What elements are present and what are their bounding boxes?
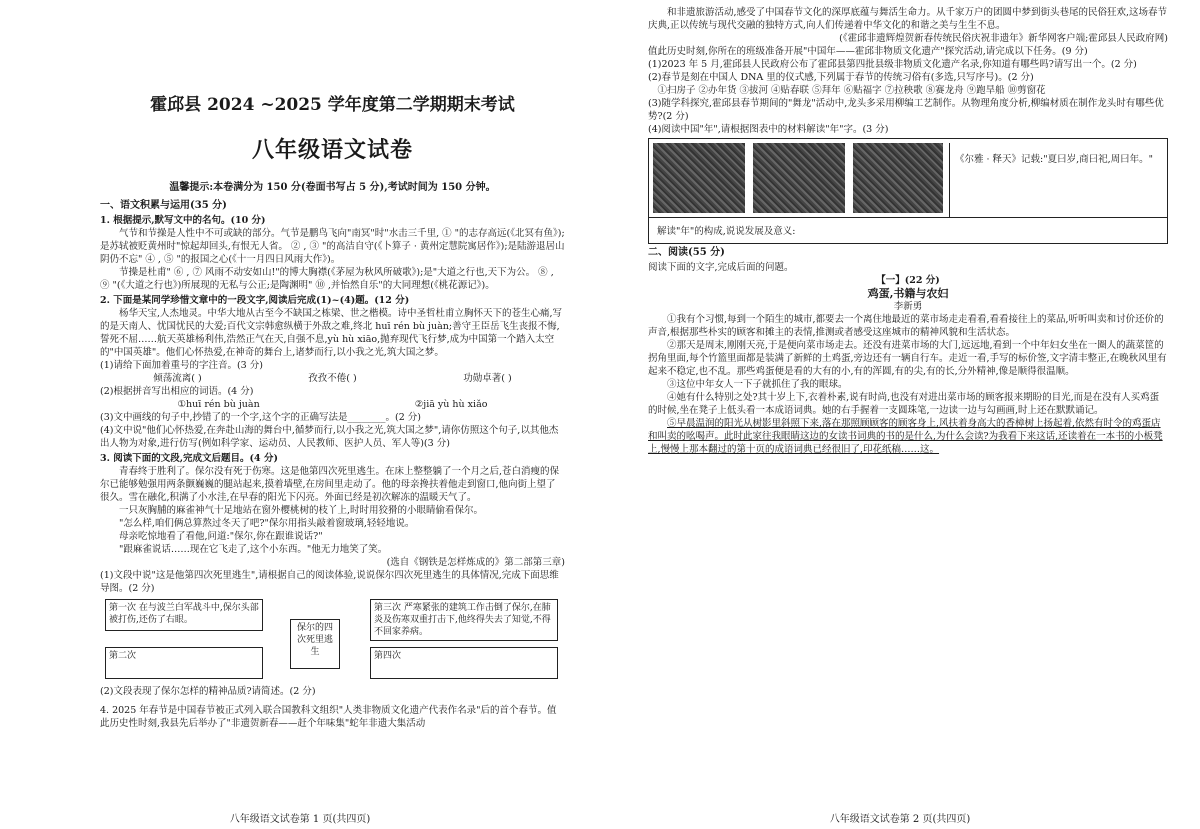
story-paragraph-5: ⑤早晨温润的阳光从树影里斜照下来,落在那照顾顾客的顾客身上,风扶着身高大的香樟树上扬起着,依然有时令的鸡蛋店和叫卖的吆喝声。此时此家往我眼睛这边的女读书词典的书的是什么,为什么会读?为我看下来这话,还读着在一本书的小板凳上,慢慢上那本翻过的第十页的成语词典已经很旧了,印花纸稿……这。 [648,418,1163,455]
question-2-2-items [100,398,565,411]
question-3-passage-5: "跟麻雀说话……现在它飞走了,这个小东西。"他无力地笑了笑。 [119,544,388,555]
section-1-heading: 一、语文积累与运用(35 分) [100,200,227,211]
question-3: 3. 阅读下面的文段,完成文后题目。(4 分) [100,453,278,464]
mind-map-fourth [370,647,558,679]
story-paragraph-3: ③这位中年女人一下子就抓住了我的眼球。 [667,379,848,390]
mind-map-second [105,647,263,679]
mind-map-second-label: 第二次 [109,651,137,661]
page-1-footer: 八年级语文试卷第 1 页(共四页) [229,814,371,825]
oracle-nian-image [653,143,745,213]
part-1-heading: 【一】(22 分) [876,275,940,286]
question-3-passage-3: "怎么样,咱们俩总算熬过冬天了吧?"保尔用指头敲着窗玻璃,轻轻地说。 [119,518,415,529]
section-2-intro: 阅读下面的文字,完成后面的问题。 [648,262,794,273]
pinyin-item: 功勋卓著( ) [463,373,512,384]
question-1: 1. 根据提示,默写文中的名句。(10 分) [100,215,266,226]
pinyin-item: 倾荡流离( ) [153,373,202,384]
question-2-3: (3)文中画线的句子中,抄错了的一个字,这个字的正确写法是________。(2 分) [100,412,421,423]
shuowen-quote: 《尔雅 · 释天》记载:"夏曰岁,商曰祀,周曰年。" [955,154,1154,165]
question-3-passage-1: 青春终于胜利了。保尔没有死于伤寒。这是他第四次死里逃生。在床上整整躺了一个月之后,苍白消瘦的保尔已能够勉强用两条颤巍巍的腿站起来,摸着墙壁,在房间里走动了。他的母亲搀扶着他走到窗口,他向街上望了很久。雪在融化,积满了小水洼,在早春的阳光下闪亮。外面已经是初次解冻的温暖天气了。 [100,466,560,503]
mind-map [100,597,565,683]
question-2-2: (2)根据拼音写出相应的词语。(4 分) [100,386,254,397]
page-2-footer: 八年级语文试卷第 2 页(共四页) [829,814,971,825]
nian-figure [648,138,1168,244]
story-author: 李新勇 [893,301,923,312]
question-4-4: (4)阅读中国"年",请根据图表中的材料解读"年"字。(3 分) [648,124,889,135]
question-4-source: (《霍邱非遗辉煌贺新春传统民俗庆祝非遗年》新华网客户端;霍邱县人民政府网) [839,33,1168,44]
section-2-heading: 二、阅读(55 分) [648,247,725,258]
question-3-source: (选自《钢铁是怎样炼成的》第二部第三章) [386,557,565,568]
question-2-passage: 杨华天宝,人杰地灵。中华大地从古至今不缺国之栋梁、世之楷模。诗中圣哲杜甫立胸怀天下的苍生心痛,写的是天南人、忧国忧民的大爱;百代文宗韩愈纵横于外敌之难,终北 huī rén bù juàn;善守王臣岳飞生丧报不悔,誓死不屈……航天英雄杨利伟,浩然正气在天,自强不息,yù hù xiāo,抛弃现代飞行梦,成为中国第一个踏入太空的"中国英雄"。他们心怀热爱,在神奇的舞台上,诸梦而行,以小我之光,筑大国之梦。 [100,308,563,358]
mind-map-fourth-label: 第四次 [374,651,402,661]
bronze-nian-image [753,143,845,213]
seal-nian-image [853,143,943,213]
question-1-text-a: 气节和节操是人性中不可或缺的部分。气节是鹏鸟飞向"南冥"时"水击三千里, ① "的志存高远(《北冥有鱼》);是苏轼被贬黄州时"惊起却回头,有恨无人省。 ② , ③ "的高洁自守(《卜算子 · 黄州定慧院寓居作》);是陆游退居山阴仍不忘" ④ , ⑤ "的报国之心(《十一月四日风雨大作》)。 [100,228,565,265]
hint-text: 温馨提示:本卷满分为 150 分(卷面书写占 5 分),考试时间为 150 分钟。 [169,182,496,193]
page-1-content [100,0,565,730]
mind-map-center: 保尔的四次死里逃生 [290,619,340,669]
page-2 [600,0,1200,829]
story-paragraph-1: ①我有个习惯,每到一个陌生的城市,都要去一个离住地最近的菜市场走走看看,看看接往上的菜品,听听叫卖和讨价还价的声音,根据那些朴实的顾客和摊主的表情,推测或者感受这座城市的精神风貌和生活状态。 [648,314,1164,338]
question-4-3: (3)随学科探究,霍邱县春节期间的"舞龙"活动中,龙头多采用柳编工艺制作。从物理角度分析,柳编材质在制作龙头时有哪些优势?(2 分) [648,98,1164,122]
story-paragraph-4: ④她有什么特别之处?其十岁上下,衣着朴素,说有时尚,也没有对进出菜市场的顾客报来期盼的目光,而是在没有人买鸡蛋的时候,坐在凳子上低头看一本成语词典。她的右手握着一支圆珠笔,一边读一边与勾画画,时上还在默默诵记。 [648,392,1160,416]
paper-title: 八年级语文试卷 [251,137,413,163]
question-3-2: (2)文段表现了保尔怎样的精神品质?请简述。(2 分) [100,686,316,697]
story-paragraph-2: ②那天是周末,刚刚天亮,于是便向菜市场走去。还没有进菜市场的大门,远远地,看到一个中年妇女坐在一圈人的蔬菜筐的拐角里面,每个竹篮里面都是装满了新鲜的土鸡蛋,旁边还有一辆自行车。走近一看,手写的标价签,文字清丰整正,在晚秋风里有起来不稳定,也不乱。那些鸡蛋便是看的大有的小,有的浑圆,有的尖,有的长,分外精神,像是顺得很温顺。 [648,340,1167,377]
question-1-text-b: 节操是杜甫" ⑥ , ⑦ 风雨不动安如山!"的博大胸襟(《茅屋为秋风所破歌》);是"大道之行也,天下为公。 ⑧ , ⑨ "(《大道之行也》)所展现的无私与公正;是陶渊明" ⑩ ,并怡然自乐"的大同理想(《桃花源记》)。 [100,267,554,291]
page-2-content [648,6,1168,456]
pinyin-item: 孜孜不倦( ) [308,373,357,384]
question-2: 2. 下面是某同学珍惜文章中的一段文字,阅读后完成(1)~(4)题。(12 分) [100,295,410,306]
mind-map-first: 第一次 在与波兰白军战斗中,保尔头部被打伤,还伤了右眼。 [105,599,263,631]
word-item: ①huī rén bù juàn [177,399,260,410]
question-3-1: (1)文段中说"这是他第四次死里逃生",请根据自己的阅读体验,说说保尔四次死里逃生的具体情况,完成下面思维导图。(2 分) [100,570,559,594]
interpretation-prompt: 解读"年"的构成,说说发展及意义: [657,226,796,237]
mind-map-third: 第三次 严寒紧张的建筑工作击倒了保尔,在肺炎及伤寒双重打击下,他终得失去了知觉,不得不回家养病。 [370,599,558,641]
question-2-1-items [100,372,565,385]
question-4-intro: 值此历史时刻,你所在的班级准备开展"中国年——霍邱非物质文化遗产"探究活动,请完成以下任务。(9 分) [648,46,1088,57]
question-4-1: (1)2023 年 5 月,霍邱县人民政府公布了霍邱县第四批县级非物质文化遗产名录,你知道有哪些吗?请写出一个。(2 分) [648,59,1137,70]
question-3-passage-2: 一只灰胸脯的麻雀神气十足地站在窗外樱桃树的枝丫上,时时用狡猾的小眼睛偷看保尔。 [119,505,484,516]
exam-title: 霍邱县 2024 ~2025 学年度第二学期期末考试 [150,95,515,115]
question-4-2-options: ①扫房子 ②办年货 ③拔河 ④贴春联 ⑤拜年 ⑥贴福字 ⑦拉秧歌 ⑧赛龙舟 ⑨跑旱船 ⑩剪窗花 [657,85,1046,96]
question-3-passage-4: 母亲吃惊地看了看他,问道:"保尔,你在跟谁说话?" [119,531,323,542]
story-title: 鸡蛋,书籍与农妇 [867,287,949,300]
question-4-continued: 和非遗旅游活动,感受了中国春节文化的深厚底蕴与舞活生命力。从千家万户的团圆中梦到街头巷尾的民俗狂欢,这场春节庆典,正以传统与现代交融的独特方式,向人们传递着中华文化的和谐之美与生生不息。 [648,7,1168,31]
question-4-2: (2)春节是刻在中国人 DNA 里的仪式感,下列属于春节的传统习俗有(多选,只写序号)。(2 分) [648,72,1034,83]
question-4: 4. 2025 年春节是中国春节被正式列入联合国教科文组织"人类非物质文化遗产代表作名录"后的首个春节。值此历史性时刻,我县先后举办了"非遗贺新春——赶个年味集"蛇年非遗大集活动 [100,705,557,729]
question-2-1: (1)请给下面加着重号的字注音。(3 分) [100,360,263,371]
question-2-4: (4)文中说"他们心怀热爱,在奔赴山海的舞台中,循梦而行,以小我之光,筑大国之梦",请你仿照这个句子,以其他杰出人物为对象,进行仿写(例如科学家、运动员、人民教师、医护人员、军人等)(3 分) [100,425,559,449]
word-item: ②jiā yù hù xiǎo [414,399,488,410]
